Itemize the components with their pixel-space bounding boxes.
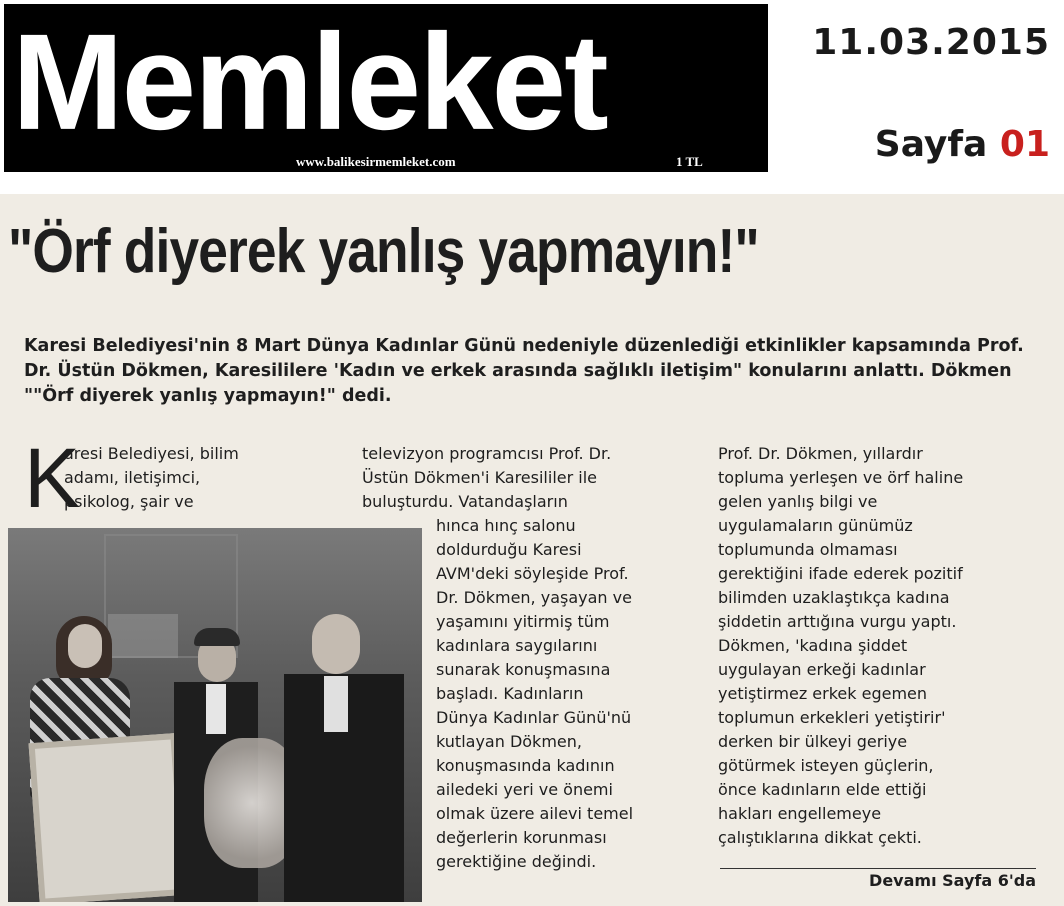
text-line: topluma yerleşen ve örf haline <box>718 468 964 487</box>
text-line: televizyon programcısı Prof. Dr. <box>362 444 612 463</box>
person-hair <box>194 628 240 646</box>
text-line: sunarak konuşmasına <box>436 660 611 679</box>
text-line: değerlerin korunması <box>436 828 607 847</box>
text-line: şiddetin arttığına vurgu yaptı. <box>718 612 957 631</box>
text-line: uygulamaların günümüz <box>718 516 913 535</box>
text-line: AVM'deki söyleşide Prof. <box>436 564 629 583</box>
text-line: gelen yanlış bilgi ve <box>718 492 878 511</box>
framed-gift <box>29 733 188 902</box>
text-line: konuşmasında kadının <box>436 756 615 775</box>
text-line: olmak üzere ailevi temel <box>436 804 634 823</box>
text-line: toplumun erkekleri yetiştirir' <box>718 708 946 727</box>
person-face <box>312 614 360 674</box>
text-line: buluşturdu. Vatandaşların <box>362 492 568 511</box>
text-line: başladı. Kadınların <box>436 684 584 703</box>
text-line: Dr. Dökmen, yaşayan ve <box>436 588 632 607</box>
text-line: bilimden uzaklaştıkça kadına <box>718 588 950 607</box>
backdrop-sign <box>108 614 178 658</box>
text-line: ailedeki yeri ve önemi <box>436 780 613 799</box>
column-right <box>718 442 1038 850</box>
text-line: kutlayan Dökmen, <box>436 732 582 751</box>
article-headline: "Örf diyerek yanlış yapmayın!" <box>8 217 759 286</box>
text-line: kadınlara saygılarını <box>436 636 598 655</box>
article-spot: Karesi Belediyesi'nin 8 Mart Dünya Kadınlar Günü nedeniyle düzenlediği etkinlikler kapsamında Prof. Dr. Üstün Dökmen, Karesililere 'Kadın ve erkek arasında sağlıklı iletişim" konularını anlattı. Dökmen ""Örf diyerek yanlış yapmayın!" dedi. <box>24 336 1024 406</box>
text-line: aresi Belediyesi, bilim <box>64 444 239 463</box>
text-line: yaşamını yitirmiş tüm <box>436 612 610 631</box>
newspaper-logo: Memleket <box>12 6 607 159</box>
text-line: yetiştirmez erkek egemen <box>718 684 928 703</box>
page-prefix: Sayfa <box>874 124 988 165</box>
masthead <box>4 4 768 172</box>
article-photo <box>8 528 422 902</box>
text-line: psikolog, şair ve <box>64 492 194 511</box>
page-label <box>875 124 1050 165</box>
text-line: götürmek isteyen güçlerin, <box>718 756 934 775</box>
website-url: www.balikesirmemleket.com <box>296 154 456 169</box>
continued-on-page: Devamı Sayfa 6'da <box>720 868 1036 890</box>
text-line: adamı, iletişimci, <box>64 468 201 487</box>
text-line: derken bir ülkeyi geriye <box>718 732 908 751</box>
column-intro <box>64 442 314 514</box>
text-line: önce kadınların elde ettiği <box>718 780 927 799</box>
text-line: Dünya Kadınlar Günü'nü <box>436 708 632 727</box>
text-line: doldurduğu Karesi <box>436 540 582 559</box>
person-face <box>68 624 102 668</box>
drop-cap: K <box>24 431 81 525</box>
person-shirt <box>206 684 226 734</box>
column-middle <box>436 514 692 874</box>
text-line: çalıştıklarına dikkat çekti. <box>718 828 922 847</box>
publication-date: 11.03.2015 <box>812 22 1050 63</box>
page-number: 01 <box>999 124 1050 165</box>
text-line: hakları engellemeye <box>718 804 882 823</box>
text-line: Dökmen, 'kadına şiddet <box>718 636 908 655</box>
price-label: 1 TL <box>676 154 703 169</box>
text-line: toplumunda olmaması <box>718 540 898 559</box>
text-line: Üstün Dökmen'i Karesililer ile <box>362 468 598 487</box>
text-line: uygulayan erkeği kadınlar <box>718 660 926 679</box>
person-shirt <box>324 676 348 732</box>
column-middle-top <box>362 442 692 514</box>
text-line: gerektiğine değindi. <box>436 852 597 871</box>
text-line: hınca hınç salonu <box>436 516 576 535</box>
text-line: gerektiğini ifade ederek pozitif <box>718 564 963 583</box>
text-line: Prof. Dr. Dökmen, yıllardır <box>718 444 923 463</box>
